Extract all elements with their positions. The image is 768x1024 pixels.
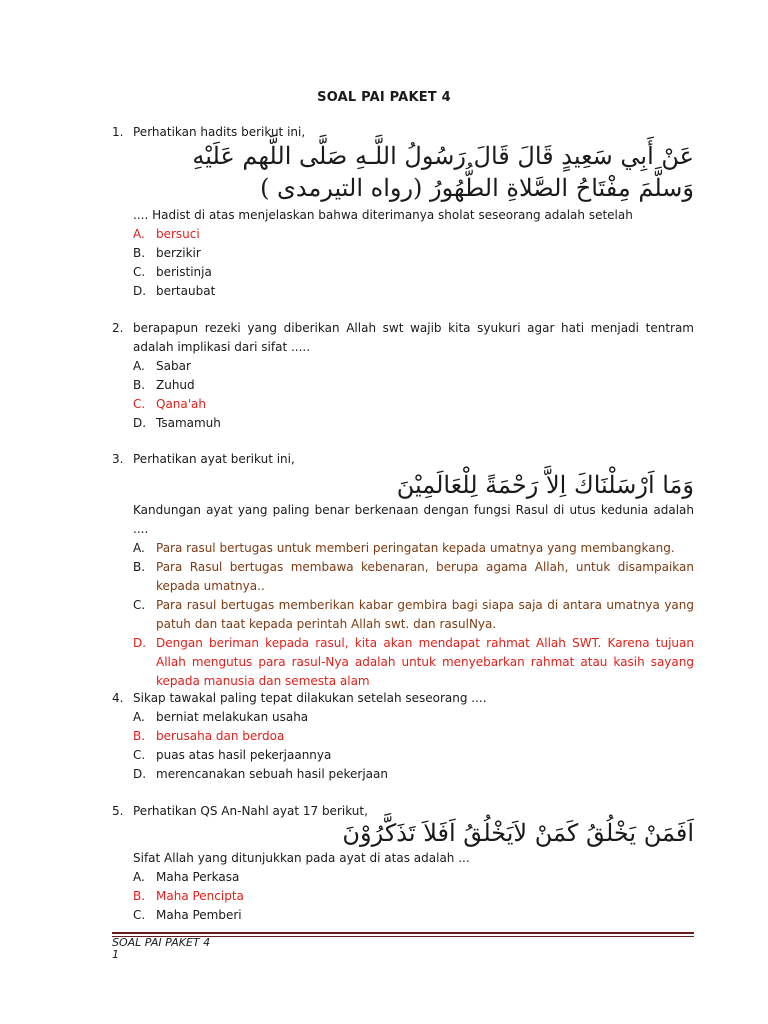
question-number: 2. <box>112 321 124 335</box>
option-text: Qana'ah <box>156 397 207 411</box>
question-5 <box>112 802 694 925</box>
option-c[interactable] <box>133 395 694 414</box>
question-number: 4. <box>112 691 124 705</box>
question-text: Perhatikan QS An-Nahl ayat 17 berikut, <box>133 804 368 818</box>
footer <box>112 937 210 961</box>
option-text: Maha Pencipta <box>156 889 244 903</box>
option-a[interactable] <box>133 539 694 558</box>
option-list <box>133 539 694 691</box>
option-text: Dengan beriman kepada rasul, kita akan mendapat rahmat Allah SWT. Karena tujuan Allah mengutus para rasul-Nya adalah untuk menyebarkan rahmat atau kasih sayang kepada manusia dan semesta alam <box>156 636 694 688</box>
option-list <box>133 357 694 433</box>
option-letter: B. <box>133 560 146 574</box>
option-d[interactable] <box>133 765 694 784</box>
question-number: 3. <box>112 452 124 466</box>
question-2 <box>112 319 694 433</box>
question-text: berapapun rezeki yang diberikan Allah swt wajib kita syukuri agar hati menjadi tentram adalah implikasi dari sifat ..... <box>133 321 694 354</box>
option-letter: B. <box>133 378 146 392</box>
footer-rule-thick <box>112 932 694 934</box>
option-d[interactable] <box>133 282 694 301</box>
option-letter: D. <box>133 284 147 298</box>
option-list <box>133 708 694 784</box>
option-b[interactable] <box>133 558 694 596</box>
option-text: merencanakan sebuah hasil pekerjaan <box>156 767 388 781</box>
question-1 <box>112 123 694 301</box>
option-letter: B. <box>133 729 146 743</box>
question-stem: Sifat Allah yang ditunjukkan pada ayat di atas adalah ... <box>133 851 470 865</box>
option-text: Para rasul bertugas memberikan kabar gembira bagi siapa saja di antara umatnya yang patuh dan taat kepada perintah Allah swt. dan rasulNya. <box>156 598 694 631</box>
option-d[interactable] <box>133 634 694 691</box>
option-letter: D. <box>133 636 147 650</box>
option-text: Para rasul bertugas untuk memberi peringatan kepada umatnya yang membangkang. <box>156 541 675 555</box>
question-3 <box>112 450 694 691</box>
option-d[interactable] <box>133 414 694 433</box>
option-letter: A. <box>133 870 145 884</box>
option-b[interactable] <box>133 727 694 746</box>
option-text: berniat melakukan usaha <box>156 710 309 724</box>
option-letter: B. <box>133 889 146 903</box>
option-text: Para Rasul bertugas membawa kebenaran, berupa agama Allah, untuk disampaikan kepada umatnya.. <box>156 560 694 593</box>
option-list <box>133 868 694 925</box>
option-text: Maha Perkasa <box>156 870 240 884</box>
option-text: berzikir <box>156 246 201 260</box>
question-stem: Kandungan ayat yang paling benar berkenaan dengan fungsi Rasul di utus kedunia adalah .... <box>133 503 694 536</box>
question-text: Sikap tawakal paling tepat dilakukan setelah seseorang .... <box>133 691 487 705</box>
option-text: beristinja <box>156 265 212 279</box>
option-letter: B. <box>133 246 146 260</box>
option-a[interactable] <box>133 225 694 244</box>
question-text: Perhatikan hadits berikut ini, <box>133 125 306 139</box>
option-letter: C. <box>133 598 146 612</box>
option-letter: D. <box>133 416 147 430</box>
option-b[interactable] <box>133 244 694 263</box>
option-list <box>133 225 694 301</box>
arabic-text: اَفَمَنْ يَخْلُقُ كَمَنْ لاَيَخْلُقُ اَفَلاَ تَذَكَّرُوْنَ <box>342 819 694 847</box>
option-c[interactable] <box>133 746 694 765</box>
question-stem: .... Hadist di atas menjelaskan bahwa diterimanya sholat seseorang adalah setelah <box>133 208 633 222</box>
page-title: SOAL PAI PAKET 4 <box>317 90 451 105</box>
option-c[interactable] <box>133 906 694 925</box>
option-b[interactable] <box>133 376 694 395</box>
arabic-text: وَمَا اَرْسَلْنَاكَ اِلاَّ رَحْمَةً لِلْعَالَمِيْنَ <box>396 471 694 499</box>
option-a[interactable] <box>133 357 694 376</box>
option-letter: C. <box>133 265 146 279</box>
option-letter: C. <box>133 397 146 411</box>
arabic-text: عَنْ أَبِي سَعِيدٍ قَالَ قَالَ رَسُولُ اللَّـهِ صَلَّى اللَّهم عَلَيْهِ <box>192 142 694 170</box>
option-text: bertaubat <box>156 284 216 298</box>
option-c[interactable] <box>133 596 694 634</box>
question-text: Perhatikan ayat berikut ini, <box>133 452 295 466</box>
option-text: puas atas hasil pekerjaannya <box>156 748 332 762</box>
option-text: Maha Pemberi <box>156 908 242 922</box>
option-b[interactable] <box>133 887 694 906</box>
option-c[interactable] <box>133 263 694 282</box>
option-letter: D. <box>133 767 147 781</box>
option-letter: A. <box>133 227 145 241</box>
option-letter: C. <box>133 908 146 922</box>
option-a[interactable] <box>133 868 694 887</box>
option-letter: A. <box>133 359 145 373</box>
option-letter: A. <box>133 541 145 555</box>
option-text: Zuhud <box>156 378 195 392</box>
option-text: bersuci <box>156 227 200 241</box>
question-number: 5. <box>112 804 124 818</box>
page-number: 1 <box>112 948 119 961</box>
footer-title: SOAL PAI PAKET 4 <box>112 936 211 949</box>
question-number: 1. <box>112 125 124 139</box>
option-letter: A. <box>133 710 145 724</box>
option-text: Tsamamuh <box>156 416 221 430</box>
arabic-text: وَسلَّمَ مِفْتَاحُ الصَّلاةِ الطُّهُورُ (رواه التيرمدى ) <box>260 174 694 202</box>
option-a[interactable] <box>133 708 694 727</box>
question-4 <box>112 689 694 784</box>
option-text: berusaha dan berdoa <box>156 729 285 743</box>
option-text: Sabar <box>156 359 191 373</box>
option-letter: C. <box>133 748 146 762</box>
